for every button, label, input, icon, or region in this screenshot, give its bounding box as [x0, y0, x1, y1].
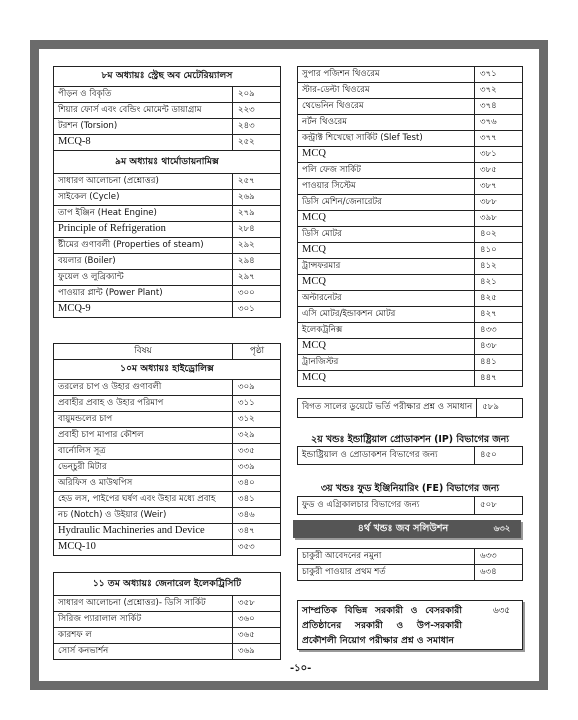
- list-item: [54, 222, 281, 238]
- toc-table-ch11: [53, 572, 281, 660]
- toc-entry-title: শিয়ার ফোর্স এবং বেন্ডিং মোমেন্ট ডায়াগ্রাম: [54, 103, 233, 119]
- toc-entry-title: নচ (Notch) ও উইয়ার (Weir): [54, 508, 233, 524]
- list-item: [298, 195, 523, 211]
- toc-entry-title: স্টার-ডেল্টা থিওরেম: [298, 83, 475, 99]
- toc-entry-title: বার্নোলিস সূত্র: [54, 444, 233, 460]
- toc-entry-title: তরলের চাপ ও উহার গুণাবলী: [54, 380, 233, 396]
- toc-entry-page: ৩৭৬: [475, 115, 523, 131]
- list-item: [54, 428, 281, 444]
- list-item: [298, 549, 523, 565]
- section-3-item-page: ৫০৮: [475, 497, 523, 515]
- list-item: [298, 179, 523, 195]
- column-header-subject: বিষয়: [54, 344, 233, 360]
- section-4-rows: [298, 549, 523, 581]
- toc-entry-title: ট্রান্সফরমার: [298, 259, 475, 275]
- toc-entry-page: ৪১০: [475, 243, 523, 259]
- chapter-9-heading: ৯ম অধ্যায়ঃ থার্মোডায়নামিক্স: [54, 151, 281, 174]
- toc-entry-title: MCQ-10: [54, 540, 233, 556]
- toc-entry-page: ৩৭৪: [475, 99, 523, 115]
- toc-entry-page: ৩৫৮: [233, 596, 281, 612]
- toc-entry-title: অল্টারনেটর: [298, 291, 475, 307]
- list-item: [298, 259, 523, 275]
- list-item: [298, 99, 523, 115]
- list-item: [298, 355, 523, 371]
- section-4-table: [297, 548, 523, 581]
- toc-entry-title: ইলেকট্রনিক্স: [298, 323, 475, 339]
- section-4-banner: [293, 520, 521, 538]
- list-item: [298, 371, 523, 387]
- toc-entry-page: ২৫৭: [233, 174, 281, 190]
- toc-entry-title: বয়লার (Boiler): [54, 254, 233, 270]
- toc-entry-title: MCQ: [298, 243, 475, 259]
- exam-item-page: ৫৮৯: [477, 399, 523, 418]
- toc-entry-title: পীড়ন ও বিকৃতি: [54, 87, 233, 103]
- toc-entry-title: MCQ: [298, 371, 475, 387]
- recent-exams-page: ৬৩৫: [492, 606, 510, 616]
- list-item: [298, 83, 523, 99]
- toc-entry-page: ৪২৫: [475, 291, 523, 307]
- toc-entry-title: সাধারণ আলোচনা (প্রশ্নোত্তর): [54, 174, 233, 190]
- list-item: [298, 163, 523, 179]
- toc-entry-title: প্রবাহীর প্রবাহ ও উহার পরিমাপ: [54, 396, 233, 412]
- toc-entry-title: হেড লস, পাইপের ঘর্ষণ এবং উহার মধ্যে প্রবাহ: [54, 492, 233, 508]
- toc-entry-page: ৩৭৭: [475, 131, 523, 147]
- list-item: [54, 444, 281, 460]
- toc-entry-page: ২৬৯: [233, 190, 281, 206]
- toc-entry-title: চাকুরী পাওয়ার প্রথম শর্ত: [298, 565, 475, 581]
- toc-entry-page: ২৮৪: [233, 222, 281, 238]
- list-item: [54, 286, 281, 302]
- toc-entry-title: সিরিজ প্যারালাল সার্কিট: [54, 612, 233, 628]
- column-header-page: পৃষ্ঠা: [233, 344, 281, 360]
- toc-entry-title: কন্ট্রাক্ট শিখেছো সার্কিট (Slef Test): [298, 131, 475, 147]
- toc-entry-page: ৩৮৮: [475, 195, 523, 211]
- toc-table-ch10: [53, 343, 281, 556]
- list-item: [298, 243, 523, 259]
- toc-entry-page: ৩০৯: [233, 380, 281, 396]
- toc-entry-title: ভেন্চুরী মিটার: [54, 460, 233, 476]
- toc-entry-title: ষ্টীমের গুণাবলী (Properties of steam): [54, 238, 233, 254]
- list-item: [54, 302, 281, 318]
- list-item: [54, 174, 281, 190]
- toc-entry-page: ৪২১: [475, 275, 523, 291]
- toc-entry-page: ৩৮৭: [475, 179, 523, 195]
- list-item: [298, 67, 523, 83]
- toc-entry-page: ৩৪৬: [233, 508, 281, 524]
- list-item: [298, 323, 523, 339]
- toc-entry-title: ডিসি মোটর: [298, 227, 475, 243]
- list-item: [54, 87, 281, 103]
- list-item: [298, 291, 523, 307]
- chapter-9-rows: [54, 174, 281, 318]
- toc-entry-page: ৩৪৭: [233, 524, 281, 540]
- toc-entry-title: তাপ ইঞ্জিন (Heat Engine): [54, 206, 233, 222]
- toc-entry-title: এসি মোটর/ইন্ডাকশন মোটর: [298, 307, 475, 323]
- toc-entry-page: ৩৪১: [233, 492, 281, 508]
- toc-entry-page: ৩৬৯: [233, 644, 281, 660]
- list-item: [54, 596, 281, 612]
- toc-entry-title: MCQ: [298, 147, 475, 163]
- toc-entry-title: অরিফিস ও মাউথপিস: [54, 476, 233, 492]
- toc-entry-page: ২৯৪: [233, 254, 281, 270]
- toc-entry-title: পাওয়ার সিস্টেম: [298, 179, 475, 195]
- list-item: [54, 508, 281, 524]
- toc-entry-page: ৪৪১: [475, 355, 523, 371]
- list-item: [54, 238, 281, 254]
- toc-entry-title: সাধারণ আলোচনা (প্রশ্নোত্তর)- ডিসি সার্কিট: [54, 596, 233, 612]
- right-column-rows: [298, 67, 523, 387]
- list-item: [298, 131, 523, 147]
- section-4-page: ৬৩২: [493, 524, 511, 534]
- toc-entry-title: চাকুরী আবেদনের নমুনা: [298, 549, 475, 565]
- toc-entry-page: ৬৩৩: [475, 549, 523, 565]
- list-item: [54, 119, 281, 135]
- list-item: [54, 540, 281, 556]
- toc-entry-page: ৩৬০: [233, 612, 281, 628]
- list-item: [298, 447, 523, 465]
- toc-entry-title: টরশন (Torsion): [54, 119, 233, 135]
- toc-entry-title: কারশফ ল: [54, 628, 233, 644]
- list-item: [54, 644, 281, 660]
- toc-entry-title: সোর্স কনভার্শন: [54, 644, 233, 660]
- toc-entry-page: ৩০১: [233, 302, 281, 318]
- toc-entry-title: ট্রানজিস্টর: [298, 355, 475, 371]
- recent-exams-box: [297, 600, 523, 650]
- list-item: [54, 412, 281, 428]
- toc-entry-title: থেভেনিন থিওরেম: [298, 99, 475, 115]
- list-item: [54, 380, 281, 396]
- toc-entry-title: Hydraulic Machineries and Device: [54, 524, 233, 540]
- exam-item-title: বিগত সালের ডুয়েটে ভর্তি পরীক্ষার প্রশ্ন ও সমাধান: [298, 399, 477, 418]
- toc-entry-page: ৩৭১: [475, 67, 523, 83]
- toc-entry-page: ৪১২: [475, 259, 523, 275]
- toc-entry-page: ৪৩৮: [475, 339, 523, 355]
- toc-table-right: [297, 66, 523, 387]
- toc-entry-title: ডিসি মেশিন/জেনারেটর: [298, 195, 475, 211]
- list-item: [298, 115, 523, 131]
- toc-entry-page: ৪৪৭: [475, 371, 523, 387]
- toc-entry-page: ৩১১: [233, 396, 281, 412]
- section-3-item-title: ফুড ও এগ্রিকালচার বিভাগের জন্য: [298, 497, 475, 515]
- toc-entry-page: ৩৯৮: [475, 211, 523, 227]
- toc-entry-page: ২৯৭: [233, 270, 281, 286]
- toc-entry-page: ৩৩৫: [233, 444, 281, 460]
- chapter-10-heading: ১০ম অধ্যায়ঃ হাইড্রোলিক্স: [54, 360, 281, 380]
- toc-entry-page: ৬৩৪: [475, 565, 523, 581]
- list-item: [298, 339, 523, 355]
- section-3-table: [297, 496, 523, 515]
- toc-entry-page: ২৫২: [233, 135, 281, 151]
- toc-entry-page: ৩৮১: [475, 147, 523, 163]
- toc-entry-title: ফুয়েল ও লুব্রিক্যান্ট: [54, 270, 233, 286]
- toc-entry-page: ৪০২: [475, 227, 523, 243]
- toc-entry-title: প্রবাহী চাপ মাপার কৌশল: [54, 428, 233, 444]
- toc-entry-page: ৩৮৫: [475, 163, 523, 179]
- chapter-10-rows: [54, 380, 281, 556]
- toc-entry-page: ৩১২: [233, 412, 281, 428]
- toc-entry-title: MCQ: [298, 339, 475, 355]
- section-4-heading: ৪র্থ খন্ডঃ জব সলিউশন: [357, 522, 449, 534]
- list-item: [54, 135, 281, 151]
- section-2-item-title: ইন্ডাষ্ট্রিয়াল ও প্রোডাকশন বিভাগের জন্য: [298, 447, 475, 465]
- list-item: [298, 307, 523, 323]
- list-item: [298, 497, 523, 515]
- list-item: [298, 227, 523, 243]
- toc-entry-page: ২৯২: [233, 238, 281, 254]
- recent-exams-title: সাম্প্রতিক বিভিন্ন সরকারী ও বেসরকারী প্রতিষ্ঠানের সরকারী ও উপ-সরকারী প্রকৌশলী নিয়োগ পরীক্ষার প্রশ্ন ও সমাধান: [302, 605, 462, 646]
- list-item: [298, 399, 523, 418]
- toc-entry-page: ২৪৩: [233, 119, 281, 135]
- chapter-8-heading: ৮ম অধ্যায়ঃ স্ট্রেছ অব মেটেরিয়্যালস: [54, 67, 281, 87]
- list-item: [54, 524, 281, 540]
- chapter-8-rows: [54, 87, 281, 151]
- toc-entry-title: MCQ: [298, 211, 475, 227]
- list-item: [298, 565, 523, 581]
- list-item: [54, 190, 281, 206]
- toc-entry-title: MCQ-9: [54, 302, 233, 318]
- toc-entry-page: ৪২৭: [475, 307, 523, 323]
- toc-entry-page: ৩৫৩: [233, 540, 281, 556]
- list-item: [54, 396, 281, 412]
- list-item: [54, 492, 281, 508]
- list-item: [54, 270, 281, 286]
- exam-row-table: [297, 398, 523, 418]
- toc-entry-page: ৩০০: [233, 286, 281, 302]
- chapter-11-rows: [54, 596, 281, 660]
- toc-entry-page: ৪৩৩: [475, 323, 523, 339]
- list-item: [54, 254, 281, 270]
- toc-entry-page: ৩২৯: [233, 428, 281, 444]
- list-item: [54, 206, 281, 222]
- chapter-11-heading: ১১ তম অধ্যায়ঃ জেনারেল ইলেকট্রিসিটি: [54, 573, 281, 596]
- toc-entry-title: নর্টন থিওরেম: [298, 115, 475, 131]
- toc-entry-title: MCQ-8: [54, 135, 233, 151]
- list-item: [298, 275, 523, 291]
- toc-entry-page: ৩৪০: [233, 476, 281, 492]
- section-2-item-page: ৪৫০: [475, 447, 523, 465]
- toc-entry-title: পাওয়ার প্লান্ট (Power Plant): [54, 286, 233, 302]
- toc-entry-page: ২২৩: [233, 103, 281, 119]
- toc-entry-title: সাইকেল (Cycle): [54, 190, 233, 206]
- section-3-heading: ৩য় খন্ডঃ ফুড ইঞ্জিনিয়ারিং (FE) বিভাগের জন্য: [320, 483, 500, 494]
- section-2-heading: ২য় খন্ডঃ ইন্ডাষ্ট্রিয়াল প্রোডাকশন (IP) বিভাগের জন্য: [311, 434, 509, 445]
- toc-entry-page: ২৭৯: [233, 206, 281, 222]
- list-item: [54, 628, 281, 644]
- toc-entry-title: বায়ুমন্ডলের চাপ: [54, 412, 233, 428]
- toc-entry-title: পলি ফেজ সার্কিট: [298, 163, 475, 179]
- toc-entry-page: ৩৬৫: [233, 628, 281, 644]
- list-item: [54, 460, 281, 476]
- list-item: [54, 476, 281, 492]
- toc-entry-title: সুপার পজিশন থিওরেম: [298, 67, 475, 83]
- toc-entry-page: ৩৭২: [475, 83, 523, 99]
- section-2-table: [297, 446, 523, 465]
- list-item: [54, 103, 281, 119]
- toc-entry-page: ২০৯: [233, 87, 281, 103]
- list-item: [298, 147, 523, 163]
- toc-entry-title: MCQ: [298, 275, 475, 291]
- toc-entry-title: Principle of Refrigeration: [54, 222, 233, 238]
- toc-table-ch8-ch9: [53, 66, 281, 318]
- toc-entry-page: ৩৩৯: [233, 460, 281, 476]
- page-number: -১০-: [290, 663, 312, 674]
- list-item: [54, 612, 281, 628]
- list-item: [298, 211, 523, 227]
